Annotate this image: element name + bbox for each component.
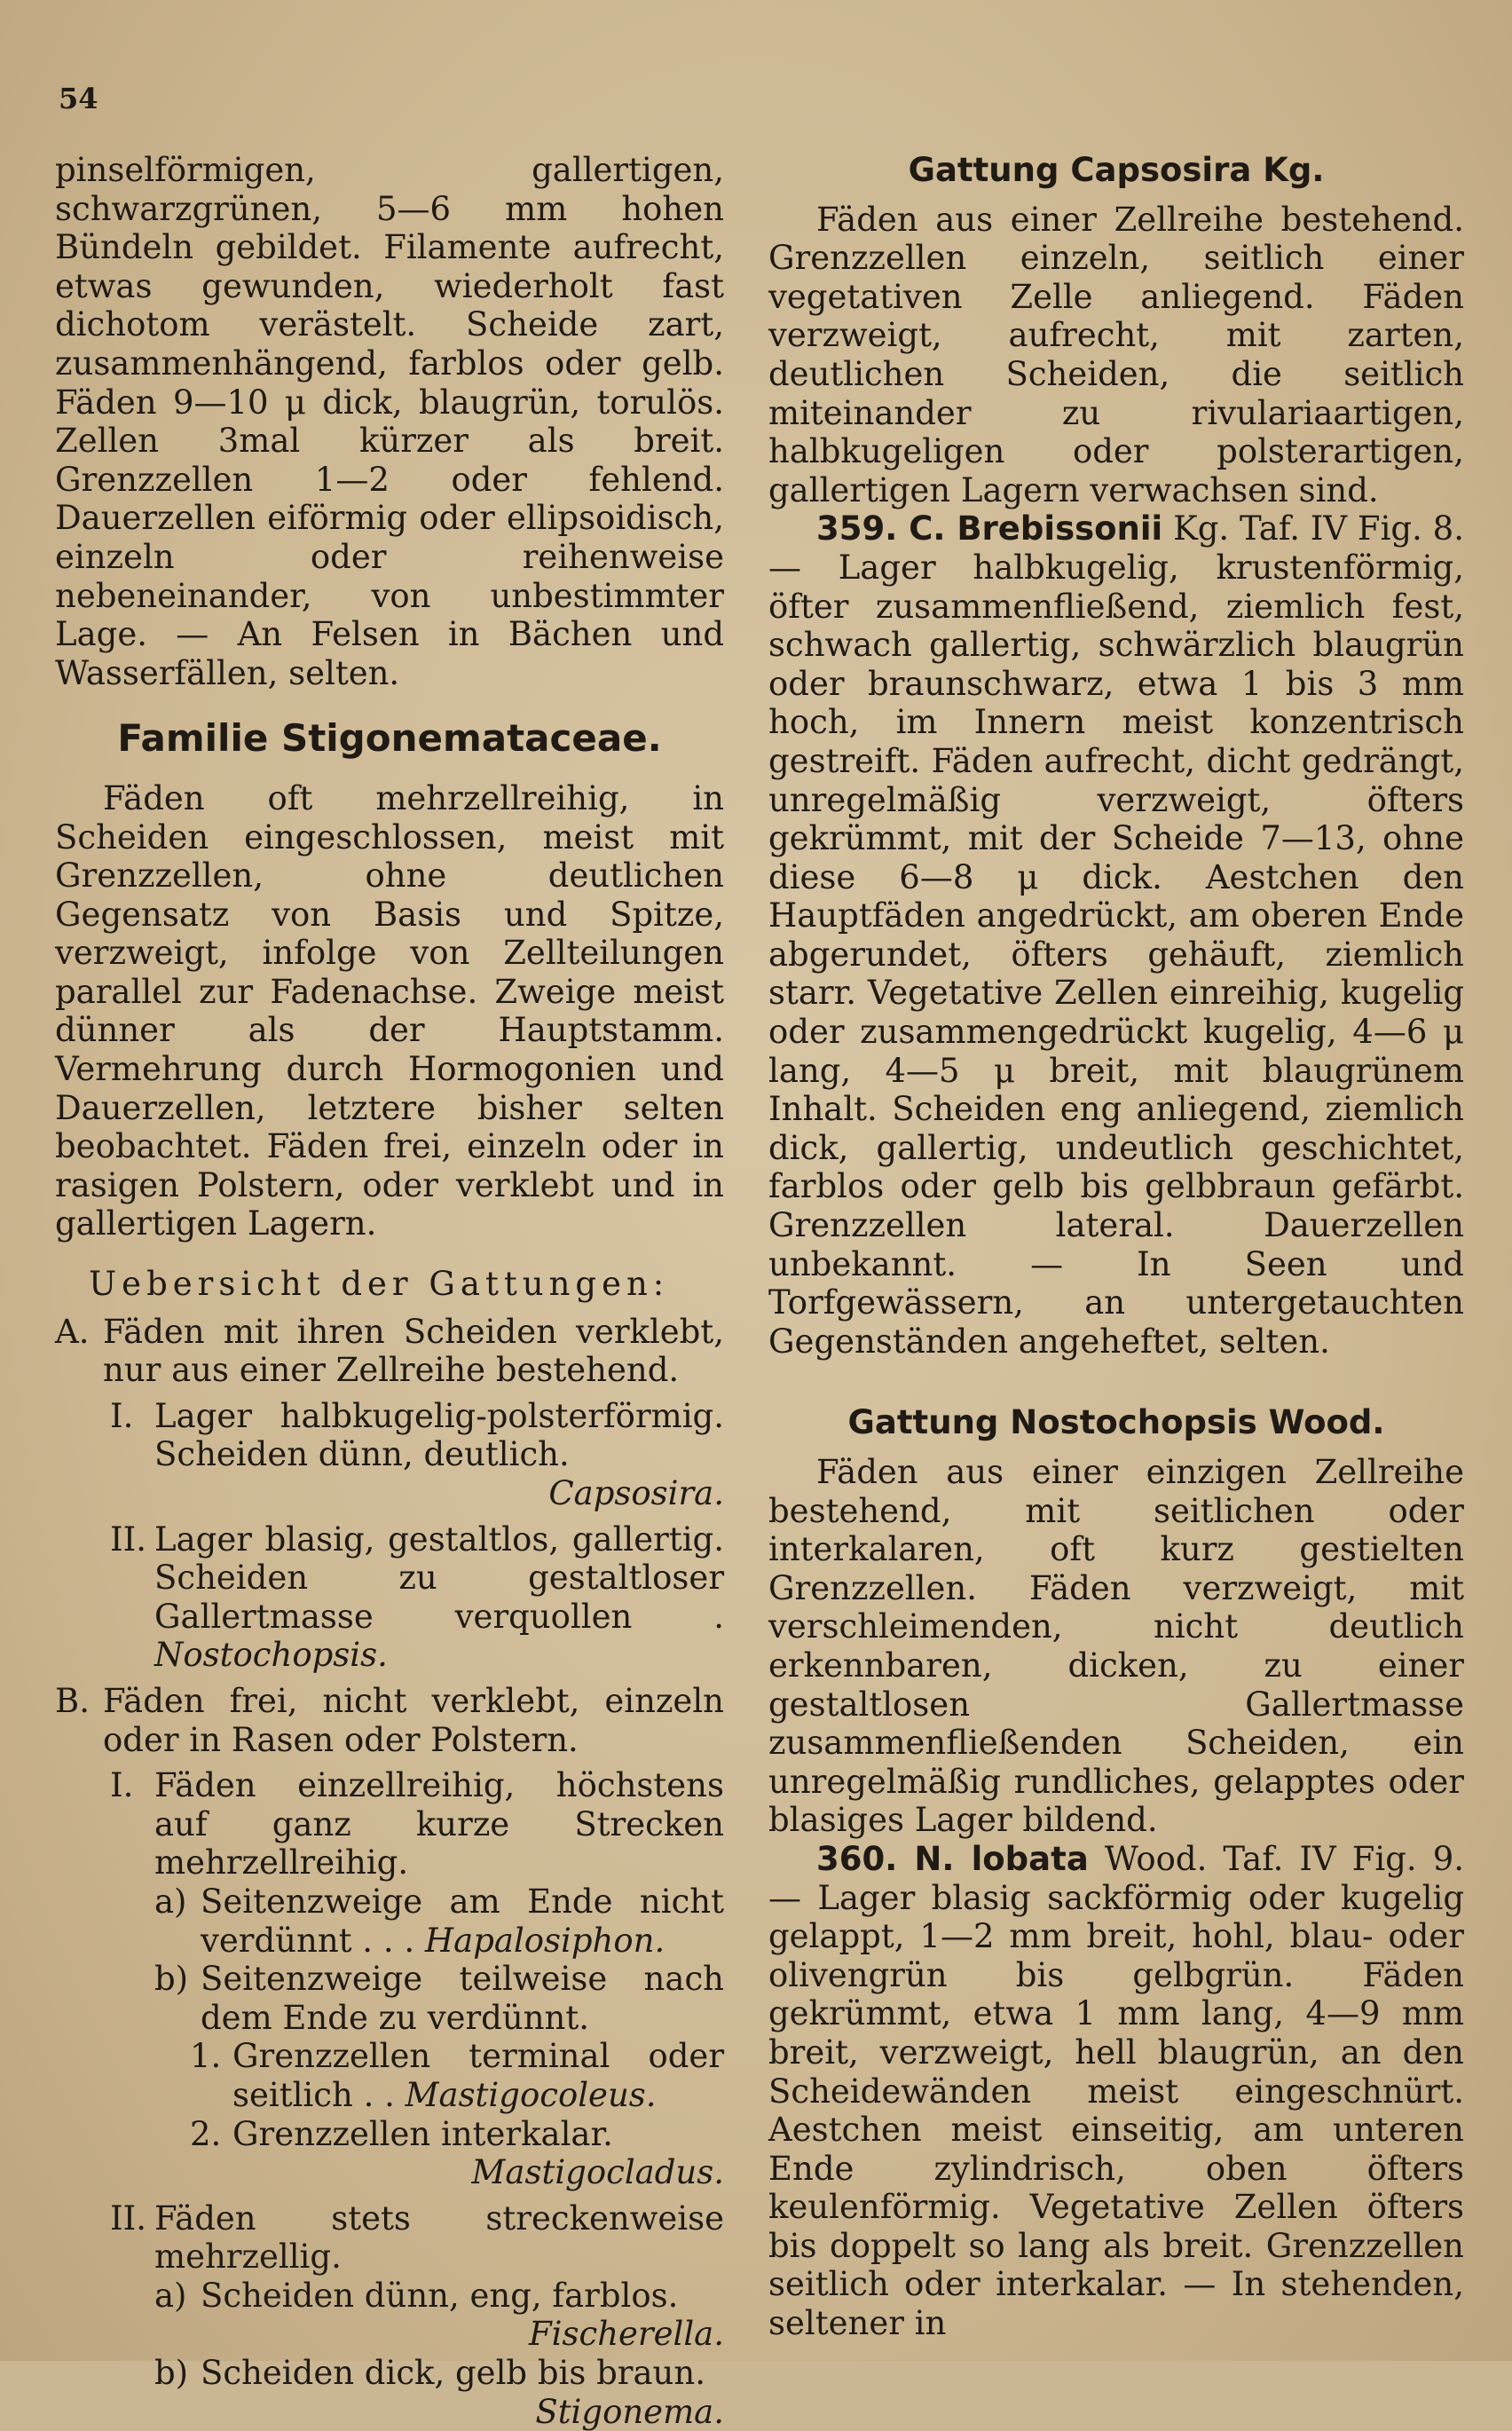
genus-name: Hapalosiphon. <box>424 1921 665 1960</box>
species-text: Kg. Taf. IV Fig. 8. — Lager halbkugelig, krustenförmig, öfter zusammenfließend, ziemlich fest, schwach gallertig, schwärzlich blaugrün oder braunschwarz, etwa 1 bis 3 mm hoch, im Innern meist konzentrisch gestreift. Fäden aufrecht, dicht gedrängt, unregelmäßig verzweigt, öfters gekrümmt, mit der Scheide 7—13, ohne diese 6—8 μ dick. Aestchen den Hauptfäden angedrückt, am oberen Ende abgerundet, öfters gehäuft, ziemlich starr. Vegetative Zellen einreihig, kugelig oder zusammengedrückt kugelig, 4—6 μ lang, 4—5 μ breit, mit blaugrünem Inhalt. Scheiden eng anliegend, ziemlich dick, gallertig, undeutlich geschichtet, farblos oder gelb bis gelbbraun gefärbt. Grenzzellen lateral. Dauerzellen unbekannt. — In Seen und Torfgewässern, an untergetauchten Gegenständen angeheftet, selten. <box>768 509 1464 1361</box>
key-text: Grenzzellen interkalar. <box>232 2114 613 2153</box>
genus-name: Stigonema. <box>535 2392 724 2431</box>
key-entry-a1 <box>55 1397 724 1513</box>
genus-heading-capsosira: Gattung Capsosira Kg. <box>908 151 1325 189</box>
key-text: Scheiden dünn, eng, farblos. <box>201 2276 679 2315</box>
key-label: a) <box>154 1882 187 1921</box>
key-entry-b1a <box>55 1882 724 1960</box>
key-text: Lager blasig, gestaltlos, gallertig. Scheiden zu gestaltloser Gallertmasse verquollen . <box>154 1519 724 1636</box>
left-column <box>55 151 724 2431</box>
genus-name: Nostochopsis. <box>154 1636 388 1675</box>
key-text: Fäden stets streckenweise mehrzellig. <box>154 2198 724 2277</box>
key-entry-b1b <box>55 1960 724 2037</box>
species-name: 359. C. Brebissonii <box>816 509 1163 549</box>
right-column <box>768 151 1464 2343</box>
key-entry-b2 <box>55 2199 724 2277</box>
key-entry-b <box>55 1682 724 1759</box>
genus-description-capsosira: Fäden aus einer Zellreihe bestehend. Grenzzellen einzeln, seitlich einer vegetativen Zelle anliegend. Fäden verzweigt, aufrecht, mit zarten, deutlichen Scheiden, die seitlich miteinander zu rivulariaartigen, halbkugeligen oder polsterartigen, gallertigen Lagern verwachsen sind. <box>768 200 1464 509</box>
key-text: Seitenzweige teilweise nach dem Ende zu verdünnt. <box>201 1960 724 2037</box>
genus-name: Mastigocladus. <box>471 2153 724 2192</box>
key-label: 1. <box>190 2037 222 2076</box>
key-label: a) <box>154 2276 187 2315</box>
key-text: Fäden einzellreihig, höchstens auf ganz kurze Strecken mehrzellreihig. <box>154 1766 724 1882</box>
key-label: B. <box>55 1681 90 1720</box>
genus-name: Mastigocoleus. <box>405 2075 657 2114</box>
family-heading: Familie Stigonemataceae. <box>117 716 662 761</box>
genus-name: Capsosira. <box>548 1474 724 1512</box>
key-text: Grenzzellen terminal oder seitlich . . <box>232 2037 724 2114</box>
key-label: b) <box>154 1960 189 1999</box>
genus-name: Fischerella. <box>528 2315 724 2354</box>
key-text: Lager halbkugelig-polsterförmig. Scheiden dünn, deutlich. <box>154 1396 724 1474</box>
key-entry-b1b1 <box>55 2037 724 2114</box>
key-entry-a2 <box>55 1520 724 1675</box>
genus-description-nostochopsis: Fäden aus einer einzigen Zellreihe bestehend, mit seitlichen oder interkalaren, oft kurz gestielten Grenzzellen. Fäden verzweigt, mit verschleimenden, nicht deutlich erkennbaren, dicken, zu einer gestaltlosen Gallertmasse zusammenfließenden Scheiden, ein unregelmäßig rundliches, gelapptes oder blasiges Lager bildend. <box>768 1453 1464 1840</box>
species-359 <box>768 509 1464 1361</box>
key-label: A. <box>55 1312 90 1351</box>
key-entry-b1b2 <box>55 2115 724 2192</box>
key-label: II. <box>110 2198 146 2238</box>
species-360 <box>768 1840 1464 2343</box>
key-text: Fäden frei, nicht verklebt, einzeln oder in Rasen oder Polstern. <box>103 1681 724 1759</box>
family-description: Fäden oft mehrzellreihig, in Scheiden eingeschlossen, meist mit Grenzzellen, ohne deutlichen Gegensatz von Basis und Spitze, verzweigt, infolge von Zellteilungen parallel zur Fadenachse. Zweige meist dünner als der Hauptstamm. Vermehrung durch Hormogonien und Dauerzellen, letztere bisher selten beobachtet. Fäden frei, einzeln oder in rasigen Polstern, oder verklebt und in gallertigen Lagern. <box>55 778 724 1243</box>
genus-heading-nostochopsis: Gattung Nostochopsis Wood. <box>847 1403 1385 1442</box>
key-label: b) <box>154 2354 189 2393</box>
key-text: Seitenzweige am Ende nicht verdünnt . . . <box>201 1882 724 1960</box>
species-name: 360. N. lobata <box>816 1839 1089 1878</box>
key-label: 2. <box>190 2114 222 2153</box>
continued-description: pinselförmigen, gallertigen, schwarzgrünen, 5—6 mm hohen Bündeln gebildet. Filamente aufrecht, etwas gewunden, wiederholt fast dichotom verästelt. Scheide zart, zusammenhängend, farblos oder gelb. Fäden 9—10 μ dick, blaugrün, torulös. Zellen 3mal kürzer als breit. Grenzzellen 1—2 oder fehlend. Dauerzellen eiförmig oder ellipsoidisch, einzeln oder reihenweise nebeneinander, von unbestimmter Lage. — An Felsen in Bächen und Wasserfällen, selten. <box>55 151 724 692</box>
key-label: II. <box>110 1519 146 1559</box>
key-entry-b2a <box>55 2277 724 2354</box>
key-entry-b1 <box>55 1766 724 1882</box>
key-entry-b2b <box>55 2354 724 2431</box>
key-entry-a <box>55 1313 724 1390</box>
species-text: Wood. Taf. IV Fig. 9. — Lager blasig sackförmig oder kugelig gelappt, 1—2 mm breit, hohl, blau- oder olivengrün bis gelbgrün. Fäden gekrümmt, etwa 1 mm lang, 4—9 mm breit, verzweigt, hell blaugrün, an den Scheidewänden meist eingeschnürt. Aestchen meist einseitig, am unteren Ende zylindrisch, oben öfters keulenförmig. Vegetative Zellen öfters bis doppelt so lang als breit. Grenzzellen seitlich oder interkalar. — In stehenden, seltener in <box>768 1839 1464 2343</box>
overview-heading: Uebersicht der Gattungen: <box>89 1265 670 1304</box>
key-text: Fäden mit ihren Scheiden verklebt, nur aus einer Zellreihe bestehend. <box>103 1312 724 1390</box>
key-label: I. <box>110 1396 134 1435</box>
page-number: 54 <box>59 82 98 115</box>
key-label: I. <box>110 1766 134 1805</box>
key-text: Scheiden dick, gelb bis braun. <box>201 2354 705 2393</box>
